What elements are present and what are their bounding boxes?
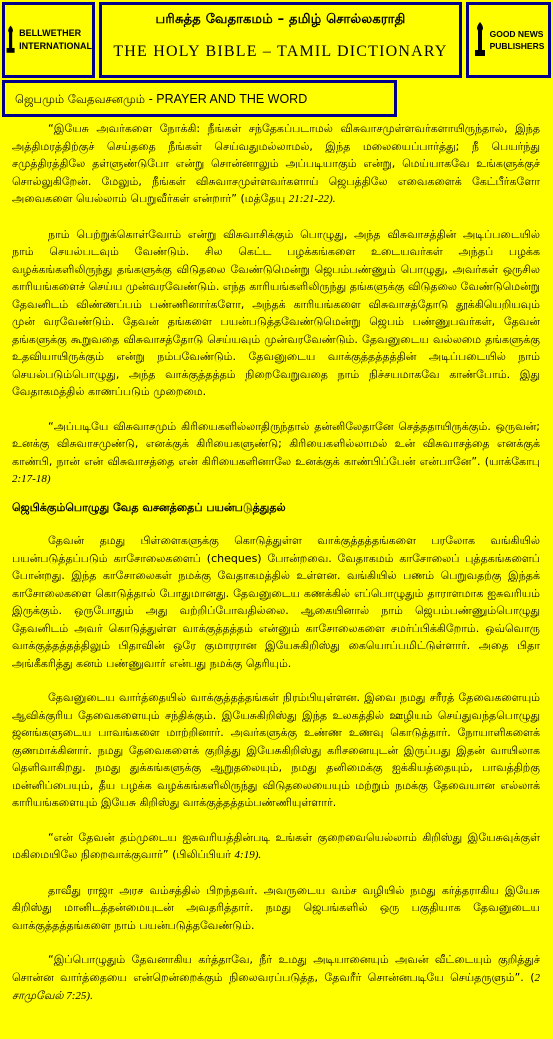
good-news-logo — [466, 2, 551, 78]
logo-right-line-2: PUBLISHERS — [489, 41, 545, 51]
paragraph — [12, 829, 540, 865]
paragraph — [12, 418, 540, 489]
paragraph-text: “என் தேவன் தம்முடைய ஐசுவரியத்தின்படி உங்கள் குறைவையெல்லாம் கிறிஸ்து இயேசுவுக்குள் மகிமையிலே நிறைவாக்குவார்” (பிலிப்பியர் — [12, 830, 540, 861]
logo-left-line-1: BELLWETHER — [19, 28, 82, 38]
section-title-tamil: ஜெபமும் வேதவசனமும் — [15, 92, 145, 106]
header — [99, 2, 462, 78]
paragraph — [12, 882, 540, 935]
scripture-reference: 2 சாமுவேல் 7:25). — [12, 971, 540, 1002]
bellwether-logo — [2, 2, 95, 78]
scripture-reference: 21:21-22). — [288, 193, 336, 205]
paragraph-text: நாம் பெற்றுக்கொள்வோம் என்று விசுவாசிக்கும் பொழுது, அந்த விசுவாசத்தின் அடிப்படையில் நாம் செயல்படவும் வேண்டும். சில கெட்ட பழக்கங்களை உடையவர்கள் அந்தப் பழக்க வழக்கங்களிலிருந்து தங்களுக்கு விடுதலை வேண்டுமென்று ஜெபம்பண்ணும் பொழுது, அவர்கள் ஒருசில காரியங்களைச் செய்ய முன்வரவேண்டும். எந்த காரியங்களிலிருந்து தங்களுக்கு விடுதலை வேண்டுமென்று தேவனிடம் விண்ணப்பம் பண்ணினார்களோ, அந்தக் காரியங்களை விசுவாசத்தோடு தூக்கியெறியவும் முன் வரவேண்டும். தேவன் தங்களை பயன்படுத்தவேண்டுமென்று ஜெபம் பண்ணுபவர்கள், தேவன் தங்களுக்கு கூறுவதை விசுவாசத்தோடு செய்யவும் முன்வரவேண்டும். தேவனுடைய வல்லமை தங்களுக்கு உதவியாயிருக்கும் என்று நம்பவேண்டும். தேவனுடைய வாக்குத்தத்தத்தின் அடிப்படையில் நாம் செயல்படும்பொழுது, அந்த வாக்குத்தத்தம் நிறைவேறுவதை நாம் நிச்சயமாகவே காண்போம். இது வேதாகமத்தில் காணப்படும் முறைமை. — [12, 227, 540, 398]
paragraph-text: தேவனுடைய வார்த்தையில் வாக்குத்தத்தங்கள் நிரம்பியுள்ளன. இவை நமது சரீரத் தேவைகளையும் ஆவிக்குரிய தேவைகளையும் சந்திக்கும். இயேசுகிறிஸ்து இந்த உலகத்தில் ஊழியம் செய்துவந்தபொழுது ஜனங்களுடைய பாவங்களை மாற்றினார். அவர்களுக்கு உண்ண உணவு கொடுத்தார். நோயாளிகளைக் குணமாக்கினார். நமது தேவைகளைக் குறித்து இயேசுகிறிஸ்து கரிசனையுடன் இருப்பது இதன் வாயிலாக தெளிவாகிறது. நமது துக்கங்களுக்கு ஆறுதலையும், நமது தனிமைக்கு ஐக்கியத்தையும், பாவத்திற்கு மன்னிப்பையும், தீய பழக்க வழக்கங்களிலிருந்து விடுதலையையும் மற்றும் நமக்கு தேவையான எல்லாக் காரியங்களையும் இயேசு கிறிஸ்து வாக்குத்தத்தம்பண்ணியுள்ளார். — [12, 691, 540, 809]
paragraph — [12, 689, 540, 812]
scripture-reference: 2:17-18) — [12, 473, 51, 485]
section-title-english: - PRAYER AND THE WORD — [148, 92, 308, 106]
paragraph — [12, 951, 540, 1006]
subheading: ஜெபிக்கும்பொழுது வேத வசனத்தைப் பயன்படுத்துதல் — [12, 500, 286, 514]
paragraph-text: தேவன் தமது பிள்ளைகளுக்கு கொடுத்துள்ள வாக்குத்தத்தங்களை பரலோக வங்கியில் பயன்படுத்தப்படும் காசோலைகளைப் (cheques) போன்றவை. வேதாகமம் காசோலைப் புத்தகங்களைப் போன்றது. இந்த காசோலைகள் நமக்கு வேதாகமத்தில் உள்ளன. வங்கியில் பணம் பெறுவதற்கு இந்தக் காசோலைகளை கொடுத்தால் போதுமானது. தேவனுடைய கணக்கில் எப்பொழுதும் தாராளமாக ஐசுவரியம் இருக்கும். ஒருபோதும் அது வற்றிப்போவதில்லை. ஆகையினால் நாம் ஜெபம்பண்ணும்பொழுது தேவனிடம் அவர் கொடுத்துள்ள வாக்குத்தத்தம் என்னும் காசோலைகளை சமர்ப்பிக்கிறோம். ஒவ்வொரு வாக்குத்தத்தத்திலும் பிதாவின் ஒரே குமாரரான இயேசுகிறிஸ்து கையொப்பமிட்டுள்ளார். அதை பிதா அங்கீகரித்து கனம் பண்ணுவார் என்பது நமக்கு தெரியும். — [12, 534, 540, 670]
section-title — [15, 92, 307, 108]
header-title-english: THE HOLY BIBLE – TAMIL DICTIONARY — [113, 43, 448, 60]
logo-left-line-2: INTERNATIONAL — [19, 41, 92, 51]
paragraph-text: தாவீது ராஜா அரச வம்சத்தில் பிறந்தவர். அவருடைய வம்ச வழியில் நமது கர்த்தராகிய இயேசு கிறிஸ்து மானிடத்தன்மையுடன் அவதரித்தார். நமது ஜெபங்களில் ஒரு பகுதியாக தேவனுடைய வாக்குத்தத்தங்களை நாம் பயன்படுத்தவேண்டும். — [12, 883, 540, 932]
paragraph — [12, 226, 540, 401]
paragraph — [12, 532, 540, 672]
article-body — [12, 120, 540, 1023]
lamp-icon — [5, 20, 16, 60]
scripture-reference: 4:19). — [234, 849, 262, 861]
paragraph-text: “அப்படியே விசுவாசமும் கிரியைகளில்லாதிருந்தால் தன்னிலேதானே செத்ததாயிருக்கும். ஒருவன்; உனக்கு விசுவாசமுண்டு, எனக்குக் கிரியைகளுண்டு; கிரியைகளில்லாமல் உன் விசுவாசத்தை எனக்குக் காண்பி, நான் என் விசுவாசத்தை என் கிரியைகளினாலே உனக்குக் காண்பிப்பேன் என்பானே”. (யாக்கோபு — [12, 419, 540, 468]
paragraph-text: “இயேசு அவர்களை நோக்கி: நீங்கள் சந்தேகப்படாமல் விசுவாசமுள்ளவர்களாயிருந்தால், இந்த அத்திமரத்திற்குச் செய்ததை நீங்கள் செய்வதுமல்லாமல், இந்த மலையைப்பார்த்து; நீ பெயர்ந்து சமுத்திரத்திலே தள்ளுண்டுபோ என்று சொன்னாலும் அப்படியாகும் என்று, மெய்யாகவே உங்களுக்குச் சொல்லுகிறேன். மேலும், நீங்கள் விசுவாசமுள்ளவர்களாய் ஜெபத்திலே எவைகளைக் கேட்பீர்களோ அவைகளை யெல்லாம் பெறுவீர்கள் என்றார்” (மத்தேயு — [12, 122, 540, 205]
paragraph — [12, 120, 540, 209]
paragraph-text: “இப்பொழுதும் தேவனாகிய கர்த்தாவே, நீர் உமது அடியானையும் அவன் வீட்டையும் குறித்துச் சொன்ன வார்த்தையை என்றென்றைக்கும் நிலைவரப்படுத்த, தேவரீர் சொன்னபடியே செய்தருளும்”. ( — [12, 953, 540, 984]
section-title-box — [2, 80, 397, 117]
header-title-tamil: பரிசுத்த வேதாகமம் – தமிழ் சொல்லகராதி — [155, 12, 406, 27]
logo-right-line-1: GOOD NEWS — [489, 29, 544, 39]
lamp-icon — [473, 20, 487, 60]
